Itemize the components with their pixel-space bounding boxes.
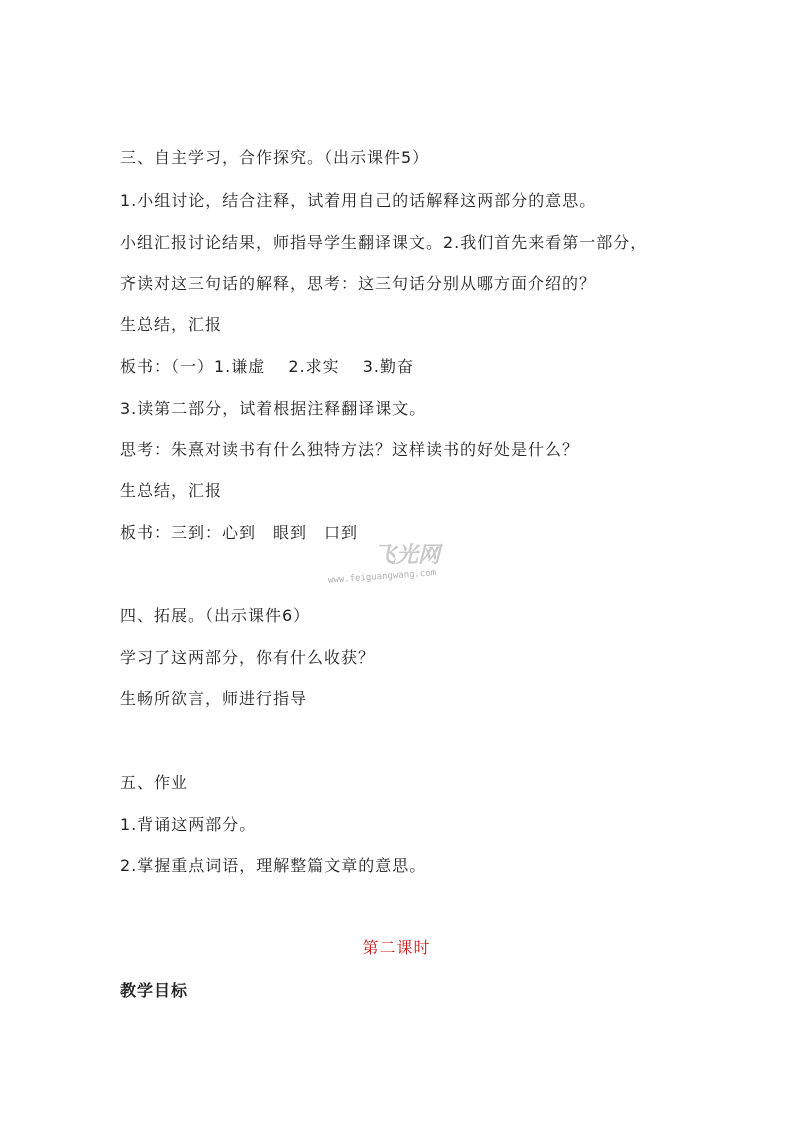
watermark-logo	[326, 538, 466, 588]
paragraph: 学习了这两部分，你有什么收获？	[120, 648, 376, 667]
paragraph: 生总结，汇报	[120, 315, 223, 334]
lesson-title: 第二课时	[362, 938, 431, 957]
homework-item: 2.掌握重点词语，理解整篇文章的意思。	[120, 856, 427, 875]
section-4-heading: 四、拓展。（出示课件6）	[120, 606, 311, 625]
board-note: 板书：（一）1.谦虚 2.求实 3.勤奋	[120, 357, 414, 376]
paragraph: 思考：朱熹对读书有什么独特方法？这样读书的好处是什么？	[120, 440, 580, 459]
homework-item: 1.背诵这两部分。	[120, 815, 257, 834]
section-5-heading: 五、作业	[120, 773, 189, 792]
paragraph: 1.小组讨论，结合注释，试着用自己的话解释这两部分的意思。	[120, 191, 597, 210]
section-3-heading: 三、自主学习，合作探究。（出示课件5）	[120, 148, 430, 167]
paragraph: 3.读第二部分，试着根据注释翻译课文。	[120, 399, 427, 418]
teaching-goals-heading: 教学目标	[120, 981, 189, 1000]
paragraph: 小组汇报讨论结果，师指导学生翻译课文。2.我们首先来看第一部分，	[120, 233, 648, 252]
paragraph: 生总结，汇报	[120, 481, 223, 500]
svg-text:飞光网: 飞光网	[374, 543, 441, 568]
paragraph: 齐读对这三句话的解释，思考：这三句话分别从哪方面介绍的？	[120, 274, 597, 293]
board-note: 板书：三到：心到 眼到 口到	[120, 523, 359, 542]
svg-text:www.feiguangwang.com: www.feiguangwang.com	[327, 568, 437, 586]
paragraph: 生畅所欲言，师进行指导	[120, 689, 308, 708]
